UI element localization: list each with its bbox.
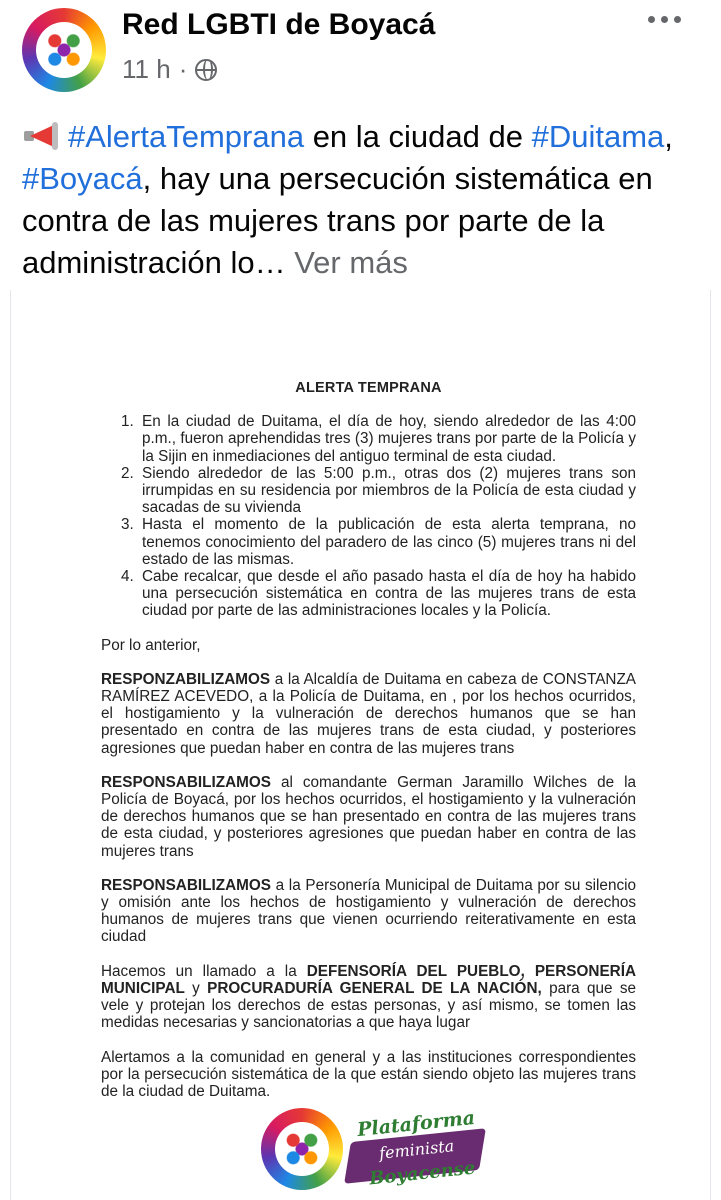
more-options-icon[interactable] bbox=[648, 16, 681, 23]
post-text-part: , hay una persecución sistemática en contra de las mujeres trans por parte de la administración lo… bbox=[22, 161, 653, 280]
globe-icon[interactable] bbox=[195, 59, 217, 81]
alert-list bbox=[101, 413, 636, 619]
intro-paragraph: Por lo anterior, bbox=[101, 636, 201, 654]
list-item: 3. Hasta el momento de la publicación de esta alerta temprana, no tenemos conocimiento del paradero de las cinco (5) mujeres trans ni del estado de las mismas. bbox=[121, 516, 636, 568]
document-title: ALERTA TEMPRANA bbox=[295, 380, 442, 396]
post-text-part: en la ciudad de bbox=[304, 119, 532, 154]
post-text-part: , bbox=[664, 119, 673, 154]
list-item: 4. Cabe recalcar, que desde el año pasado hasta el día de hoy ha habido una persecución sistemática en contra de las mujeres trans de esta ciudad por parte de las administraciones locales y la Policía. bbox=[121, 568, 636, 620]
list-item: 2. Siendo alrededor de las 5:00 p.m., otras dos (2) mujeres trans son irrumpidas en su residencia por miembros de la Policía de esta ciudad y sacadas de su vivienda bbox=[121, 464, 636, 517]
hands-logo-icon bbox=[280, 1127, 324, 1171]
hashtag-alerta-temprana[interactable]: #AlertaTemprana bbox=[68, 119, 305, 154]
paragraph-alertamos: Alertamos a la comunidad en general y a las instituciones correspondientes por la persecución sistemática de la que están siendo objeto las mujeres trans de la ciudad de Duitama. bbox=[101, 1048, 636, 1100]
document-body bbox=[101, 380, 636, 1117]
logo-word-boyacense: Boyacense bbox=[368, 1157, 477, 1190]
meta-separator: · bbox=[178, 54, 188, 84]
hands-logo-icon bbox=[41, 27, 87, 73]
red-lgbti-logo bbox=[261, 1108, 343, 1190]
hashtag-duitama[interactable]: #Duitama bbox=[531, 119, 665, 154]
paragraph-llamado: Hacemos un llamado a la DEFENSORÍA DEL PUEBLO, PERSONERÍA MUNICIPAL y PROCURADURÍA GENERAL DE LA NACIÓN, para que se vele y protejan los derechos de estas personas, y así mismo, se tomen las medidas necesarias y sancionatorias a que haya lugar bbox=[101, 962, 636, 1032]
post-meta bbox=[122, 54, 217, 85]
paragraph-comandante: RESPONSABILIZAMOS al comandante German Jaramillo Wilches de la Policía de Boyacá, por los hechos ocurridos, el hostigamiento y la vulneración de derechos humanos que se han presentado en contra de las mujeres trans de esta ciudad, y posteriores agresiones que puedan haber en contra de las mujeres trans bbox=[101, 773, 636, 860]
page-name[interactable]: Red LGBTI de Boyacá bbox=[122, 8, 436, 41]
hashtag-boyaca[interactable]: #Boyacá bbox=[22, 161, 143, 196]
document-image[interactable] bbox=[10, 290, 711, 1200]
logo-word-plataforma: Plataforma bbox=[356, 1106, 477, 1142]
logo-word-feminista: feminista bbox=[378, 1136, 456, 1163]
list-item: 1. En la ciudad de Duitama, el día de hoy, siendo alrededor de las 4:00 p.m., fueron aprehendidas tres (3) mujeres trans por parte de la Policía y la Sijin en inmediaciones del antiguo terminal de esta ciudad. bbox=[121, 413, 636, 465]
paragraph-alcaldia: RESPONZABILIZAMOS a la Alcaldía de Duitama en cabeza de CONSTANZA RAMÍREZ ACEVEDO, a la Policía de Duitama, en , por los hechos ocurridos, el hostigamiento y la vulneración de derechos humanos que se han presentado en contra de las mujeres trans de esta ciudad, y posteriores agresiones que puedan haber en contra de las mujeres trans bbox=[101, 670, 636, 757]
footer-logos bbox=[251, 1105, 511, 1195]
megaphone-icon bbox=[22, 121, 62, 151]
post-text bbox=[22, 116, 702, 284]
post-time[interactable]: 11 h bbox=[122, 54, 171, 84]
post-header bbox=[0, 0, 721, 100]
avatar-inner bbox=[36, 22, 92, 78]
page-avatar[interactable] bbox=[22, 8, 106, 92]
see-more-link[interactable]: Ver más bbox=[294, 245, 408, 280]
paragraph-personeria: RESPONSABILIZAMOS a la Personería Municipal de Duitama por su silencio y omisión ante los hechos de hostigamiento y vulneración de derechos humanos de mujeres trans que vienen ocurriendo reiterativamente en esta ciudad bbox=[101, 876, 636, 946]
plataforma-feminista-logo bbox=[349, 1106, 499, 1193]
